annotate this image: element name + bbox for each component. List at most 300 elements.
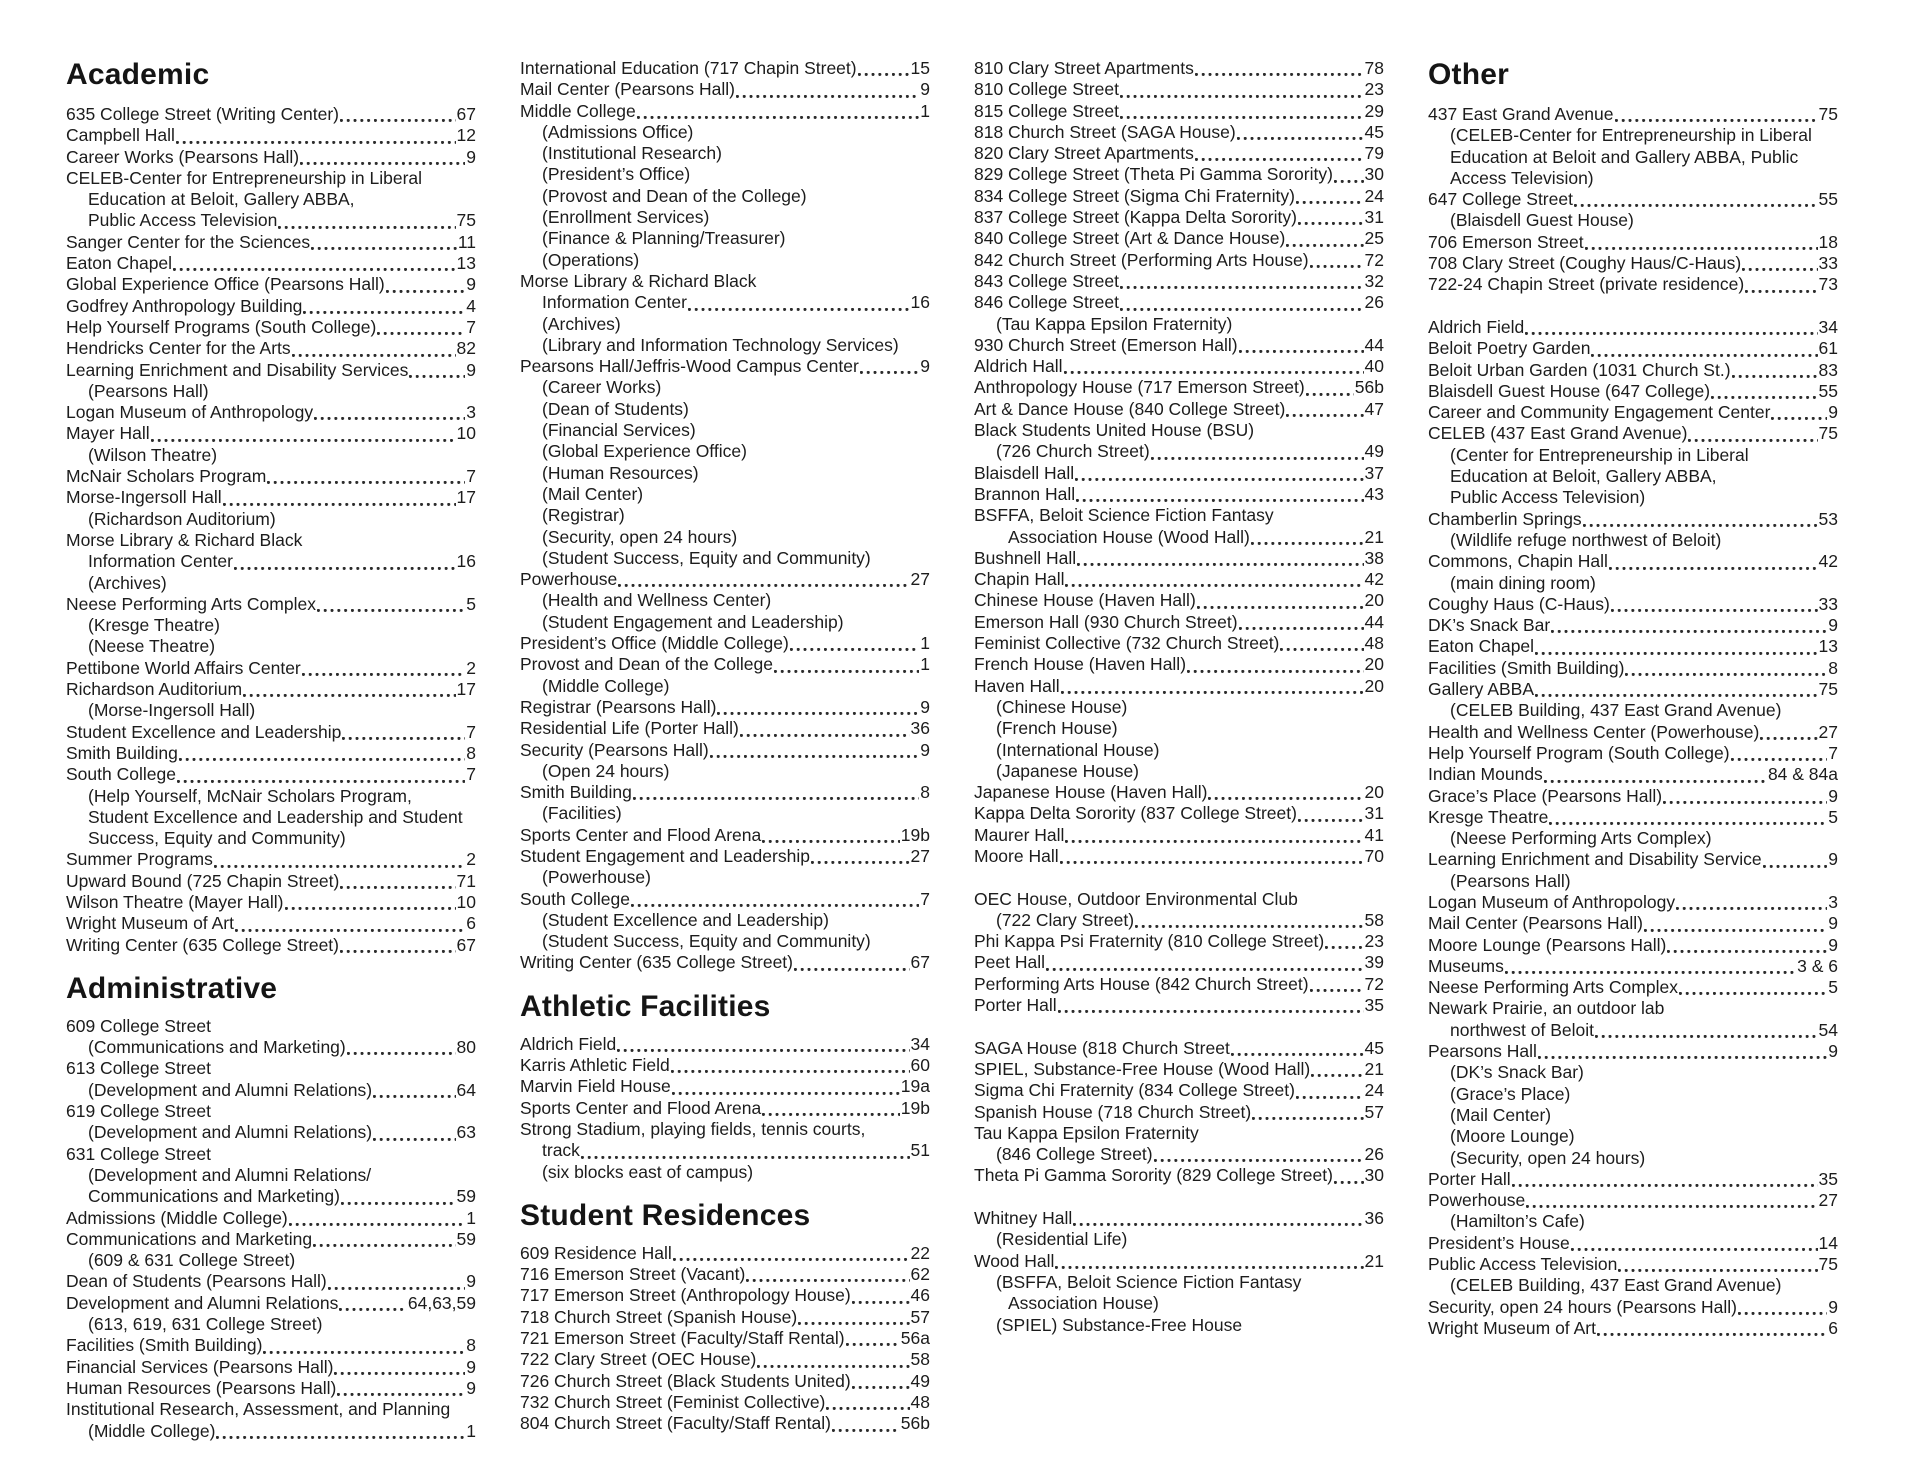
page-number: 63 [456,1122,476,1143]
entry-label: (846 College Street) [996,1144,1153,1165]
entry-label: 829 College Street (Theta Pi Gamma Sorority) [974,164,1333,185]
index-entry [974,995,1384,1016]
dot-leader [1731,749,1828,764]
index-entry-continuation [974,1272,1384,1293]
page-number: 29 [1364,100,1384,121]
index-entry [974,1102,1384,1123]
index-entry-continuation [520,420,930,441]
index-entry-continuation [974,314,1384,335]
entry-label: Information Center [88,551,233,572]
dot-leader [328,1278,466,1293]
dot-leader [1595,1026,1818,1041]
entry-label: (Financial Services) [542,420,696,441]
entry-label: (CELEB-Center for Entrepreneurship in Liberal [1450,125,1812,146]
index-entry-continuation [66,168,476,189]
index-entry [974,399,1384,420]
index-entry [974,1165,1384,1186]
entry-label: Peet Hall [974,952,1046,973]
entry-label: 810 Clary Street Apartments [974,58,1194,78]
index-entry [974,122,1384,143]
index-entry [974,79,1384,100]
dot-leader [618,575,909,590]
entry-label: (Admissions Office) [542,121,694,142]
entry-label: 708 Clary Street (Coughy Haus/C-Haus) [1428,253,1742,274]
entry-label: Chamberlin Springs [1428,508,1582,529]
dot-leader [1237,128,1364,143]
index-entry [1428,360,1838,381]
index-entry-continuation [1428,700,1838,721]
index-entry-continuation [974,1293,1384,1314]
page-number: 35 [1364,995,1384,1016]
page-number: 75 [1818,679,1838,700]
entry-label: 613 College Street [66,1058,211,1079]
entry-label: Sanger Center for the Sciences [66,231,311,252]
index-entry-continuation [520,931,930,952]
index-entry-continuation [974,1315,1384,1336]
entry-label: (Finance & Planning/Treasurer) [542,228,786,249]
index-entry [1428,232,1838,253]
index-entry [974,654,1384,675]
entry-label: 609 Residence Hall [520,1242,672,1263]
entry-label: 840 College Street (Art & Dance House) [974,228,1286,249]
dot-leader [1625,664,1827,679]
index-entry [974,1251,1384,1272]
index-entry [1428,849,1838,870]
index-entry [66,487,476,508]
page-number: 33 [1818,593,1838,614]
index-entry [974,527,1384,548]
entry-label: Mayer Hall [66,423,150,444]
page-number: 61 [1818,338,1838,359]
entry-label: Human Resources (Pearsons Hall) [66,1377,337,1398]
entry-label: (CELEB Building, 437 East Grand Avenue) [1450,700,1782,721]
index-entry [1428,338,1838,359]
index-entry [520,654,930,675]
dot-leader [852,1377,910,1392]
entry-label: (726 Church Street) [996,441,1150,462]
entry-label: 721 Emerson Street (Faculty/Staff Rental) [520,1328,845,1349]
index-entry-continuation [520,335,930,356]
index-entry [974,931,1384,952]
page-number: 59 [456,1186,476,1207]
page-number: 64,63,59 [407,1292,476,1313]
dot-leader [1574,195,1818,210]
index-entry [1428,1169,1838,1190]
dot-leader [1058,1001,1364,1016]
index-entry-continuation [974,718,1384,739]
index-entry [66,104,476,125]
dot-leader [176,132,456,147]
dot-leader [581,1147,910,1162]
entry-label: (Richardson Auditorium) [88,508,276,529]
dot-leader [1280,639,1363,654]
index-entry [974,164,1384,185]
index-entry [974,484,1384,505]
page-number: 6 [1828,1317,1838,1338]
entry-label: Moore Lounge (Pearsons Hall) [1428,934,1667,955]
index-entry [520,697,930,718]
entry-label: Eaton Chapel [1428,636,1535,657]
page-number: 54 [1818,1019,1838,1040]
page-number: 25 [1364,228,1384,249]
page-number: 5 [1828,977,1838,998]
entry-label: Security (Pearsons Hall) [520,739,709,760]
dot-leader [216,1427,465,1442]
entry-label: 820 Clary Street Apartments [974,143,1194,164]
page-number: 15 [910,58,930,78]
index-entry [66,1378,476,1399]
entry-label: 818 Church Street (SAGA House) [974,121,1236,142]
entry-label: (Registrar) [542,505,625,526]
index-entry [520,569,930,590]
page-number: 19a [900,1076,930,1097]
index-entry [520,1034,930,1055]
entry-label: Security, open 24 hours (Pearsons Hall) [1428,1296,1737,1317]
entry-label: Logan Museum of Anthropology [66,402,314,423]
index-entry [520,782,930,803]
dot-leader [1239,341,1364,356]
entry-label: Institutional Research, Assessment, and Planning [66,1399,451,1420]
entry-label: Public Access Television [1428,1254,1618,1275]
index-entry-continuation [1428,871,1838,892]
dot-leader [317,600,465,615]
dot-leader [1615,110,1818,125]
index-entry [974,548,1384,569]
dot-leader [1197,597,1364,612]
page-number: 9 [1828,1041,1838,1062]
dot-leader [151,430,456,445]
index-entry-continuation [66,509,476,530]
entry-label: (Powerhouse) [542,867,651,888]
blank-line [974,1187,1384,1208]
dot-leader [179,749,465,764]
entry-label: Association House (Wood Hall) [1008,526,1250,547]
entry-label: Theta Pi Gamma Sorority (829 College Street) [974,1165,1333,1186]
entry-label: (Middle College) [542,675,670,696]
index-entry [974,207,1384,228]
page-number: 72 [1364,249,1384,270]
index-entry [66,296,476,317]
index-entry-continuation [66,1101,476,1122]
entry-label: 834 College Street (Sigma Chi Fraternity) [974,185,1295,206]
entry-label: Powerhouse [1428,1190,1526,1211]
entry-label: Communications and Marketing) [88,1186,340,1207]
page-number: 9 [1828,934,1838,955]
dot-leader [1120,277,1364,292]
index-entry [520,633,930,654]
index-entry [1428,551,1838,572]
index-entry [520,1413,930,1434]
page-number: 30 [1364,1165,1384,1186]
index-entry [1428,1318,1838,1339]
entry-label: DK’s Snack Bar [1428,615,1551,636]
section-heading: Academic [66,58,210,91]
entry-label: Wood Hall [974,1250,1055,1271]
dot-leader [243,685,455,700]
index-entry-continuation [1428,466,1838,487]
page-number: 8 [466,742,476,763]
entry-label: (Institutional Research) [542,143,722,164]
entry-label: OEC House, Outdoor Environmental Club [974,888,1298,909]
index-entry [520,292,930,313]
entry-label: Facilities (Smith Building) [66,1335,263,1356]
index-entry-continuation [66,530,476,551]
entry-label: Public Access Television [88,210,278,231]
entry-label: 726 Church Street (Black Students United) [520,1370,851,1391]
dot-leader [1679,983,1827,998]
page-number: 12 [456,125,476,146]
entry-label: (Archives) [88,572,167,593]
index-entry [974,612,1384,633]
dot-leader [1585,238,1818,253]
entry-label: 842 Church Street (Performing Arts House) [974,249,1309,270]
entry-label: (Neese Performing Arts Complex) [1450,828,1712,849]
entry-label: 810 College Street [974,79,1119,100]
dot-leader [1151,448,1364,463]
page-number: 9 [466,274,476,295]
page-number: 3 [466,402,476,423]
page-number: 30 [1364,164,1384,185]
page-number: 84 & 84a [1767,764,1838,785]
entry-label: Health and Wellness Center (Powerhouse) [1428,721,1760,742]
entry-label: 717 Emerson Street (Anthropology House) [520,1285,851,1306]
entry-label: Global Experience Office (Pearsons Hall) [66,274,385,295]
entry-label: track [542,1140,580,1161]
entry-label: Smith Building [520,782,632,803]
index-entry [520,356,930,377]
page-number: 75 [1818,1254,1838,1275]
index-entry-continuation [520,527,930,548]
entry-label: Admissions (Middle College) [66,1207,288,1228]
dot-leader [1583,515,1818,530]
entry-label: Logan Museum of Anthropology [1428,891,1676,912]
index-entry-continuation [974,1229,1384,1250]
index-entry-continuation [520,271,930,292]
entry-label: Moore Hall [974,845,1059,866]
page-number: 27 [1818,721,1838,742]
dot-leader [832,1420,900,1435]
page-number: 55 [1818,380,1838,401]
dot-leader [673,1249,910,1264]
dot-leader [263,1342,465,1357]
page-number: 35 [1818,1168,1838,1189]
index-entry [520,1328,930,1349]
entry-label: 706 Emerson Street [1428,231,1584,252]
dot-leader [342,728,465,743]
page-number: 9 [1828,849,1838,870]
dot-leader [1667,941,1827,956]
dot-leader [1538,1047,1827,1062]
entry-label: Aldrich Field [1428,316,1525,337]
dot-leader [798,1313,909,1328]
page-number: 43 [1364,483,1384,504]
index-entry [974,782,1384,803]
index-entry-continuation [66,1314,476,1335]
section-heading: Athletic Facilities [520,989,771,1023]
index-entry [520,1264,930,1285]
page-number: 7 [466,721,476,742]
page-number: 21 [1364,1250,1384,1271]
page-number: 9 [920,356,930,377]
entry-label: (Hamilton’s Cafe) [1450,1211,1585,1232]
page-number: 13 [1818,636,1838,657]
page-number: 44 [1364,611,1384,632]
entry-label: Marvin Field House [520,1076,671,1097]
page-number: 42 [1364,569,1384,590]
page-number: 22 [910,1242,930,1263]
dot-leader [740,725,910,740]
index-entry [1428,764,1838,785]
entry-label: (President’s Office) [542,164,691,185]
page-number: 57 [1364,1101,1384,1122]
entry-label: (Archives) [542,313,621,334]
entry-label: Richardson Auditorium [66,679,243,700]
index-entry [520,1055,930,1076]
dot-leader [386,281,466,296]
dot-leader [746,1270,909,1285]
entry-label: Middle College [520,100,636,121]
page-number: 31 [1364,803,1384,824]
entry-label: (Middle College) [88,1420,216,1441]
dot-leader [860,362,919,377]
index-entry [974,1144,1384,1165]
index-entry-continuation [974,889,1384,910]
page-number: 14 [1818,1232,1838,1253]
entry-label: (Development and Alumni Relations) [88,1079,373,1100]
entry-label: (Pearsons Hall) [1450,870,1571,891]
index-entry [520,1140,930,1161]
page-number: 9 [466,359,476,380]
dot-leader [617,1040,909,1055]
entry-label: (Center for Entrepreneurship in Liberal [1450,444,1749,465]
index-entry [66,253,476,274]
index-entry [974,1208,1384,1229]
index-entry [66,679,476,700]
index-entry [66,849,476,870]
entry-label: Coughy Haus (C-Haus) [1428,593,1610,614]
entry-label: (Dean of Students) [542,398,689,419]
entry-label: Strong Stadium, playing fields, tennis courts, [520,1118,866,1139]
entry-label: (613, 619, 631 College Street) [88,1314,323,1335]
entry-label: Information Center [542,292,687,313]
page-number: 42 [1818,551,1838,572]
page-number: 17 [456,679,476,700]
entry-label: Aldrich Hall [974,356,1063,377]
entry-label: (Development and Alumni Relations) [88,1122,373,1143]
index-column-2 [520,58,930,1442]
entry-label: Sigma Chi Fraternity (834 College Street) [974,1080,1295,1101]
entry-label: Phi Kappa Psi Fraternity (810 College Street) [974,931,1325,952]
index-entry [66,147,476,168]
index-entry-continuation [520,399,930,420]
index-entry [66,892,476,913]
page-number: 59 [456,1228,476,1249]
index-entry [66,338,476,359]
dot-leader [757,1356,909,1371]
dot-leader [1525,323,1817,338]
index-entry [520,1285,930,1306]
index-entry-continuation [1428,445,1838,466]
entry-label: Campbell Hall [66,125,175,146]
dot-leader [278,217,455,232]
dot-leader [1549,813,1827,828]
page-number: 32 [1364,270,1384,291]
index-entry [520,101,930,122]
page-number: 18 [1818,231,1838,252]
entry-label: Porter Hall [974,995,1057,1016]
dot-leader [1325,937,1363,952]
page-number: 44 [1364,334,1384,355]
index-entry-continuation [520,143,930,164]
entry-label: Brannon Hall [974,483,1076,504]
page-number: 51 [910,1140,930,1161]
page-number: 55 [1818,189,1838,210]
entry-label: Kresge Theatre [1428,806,1549,827]
entry-label: CELEB (437 East Grand Avenue) [1428,423,1688,444]
entry-label: Registrar (Pearsons Hall) [520,696,717,717]
index-entry-continuation [66,828,476,849]
entry-label: Japanese House (Haven Hall) [974,782,1208,803]
index-column-1 [66,58,476,1442]
index-entry [1428,807,1838,828]
index-entry-continuation [520,122,930,143]
index-entry-continuation [1428,1084,1838,1105]
page-number: 56b [1354,377,1384,398]
dot-leader [1512,1175,1818,1190]
page-number: 20 [1364,675,1384,696]
entry-label: Public Access Television) [1450,487,1646,508]
entry-label: (Student Success, Equity and Community) [542,931,871,952]
entry-label: 716 Emerson Street (Vacant) [520,1264,746,1285]
entry-label: Beloit Urban Garden (1031 Church St.) [1428,359,1731,380]
dot-leader [377,323,465,338]
index-entry-continuation [66,636,476,657]
entry-label: (French House) [996,718,1118,739]
entry-label: Tau Kappa Epsilon Fraternity [974,1122,1199,1143]
entry-label: (Health and Wellness Center) [542,590,772,611]
index-entry [520,889,930,910]
entry-label: Help Yourself Programs (South College) [66,316,377,337]
index-entry [1428,189,1838,210]
dot-leader [285,898,456,913]
dot-leader [826,1398,909,1413]
page-number: 70 [1364,845,1384,866]
page-number: 27 [1818,1190,1838,1211]
index-entry-continuation [1428,573,1838,594]
entry-label: 732 Church Street (Feminist Collective) [520,1391,826,1412]
page-number: 9 [920,696,930,717]
index-entry [1428,1020,1838,1041]
dot-leader [235,920,465,935]
page-number: 1 [920,633,930,654]
entry-label: Performing Arts House (842 Church Street) [974,973,1309,994]
dot-leader [373,1129,455,1144]
entry-label: Hendricks Center for the Arts [66,338,291,359]
page-number: 38 [1364,547,1384,568]
index-entry-continuation [66,700,476,721]
dot-leader [1535,685,1818,700]
entry-label: 647 College Street [1428,189,1573,210]
index-entry-continuation [520,207,930,228]
dot-leader [672,1083,900,1098]
dot-leader [794,959,910,974]
dot-leader [1551,621,1827,636]
index-entry [1428,658,1838,679]
dot-leader [1663,792,1827,807]
entry-label: Wright Museum of Art [66,913,234,934]
index-entry [974,271,1384,292]
entry-label: Career and Community Engagement Center [1428,402,1771,423]
